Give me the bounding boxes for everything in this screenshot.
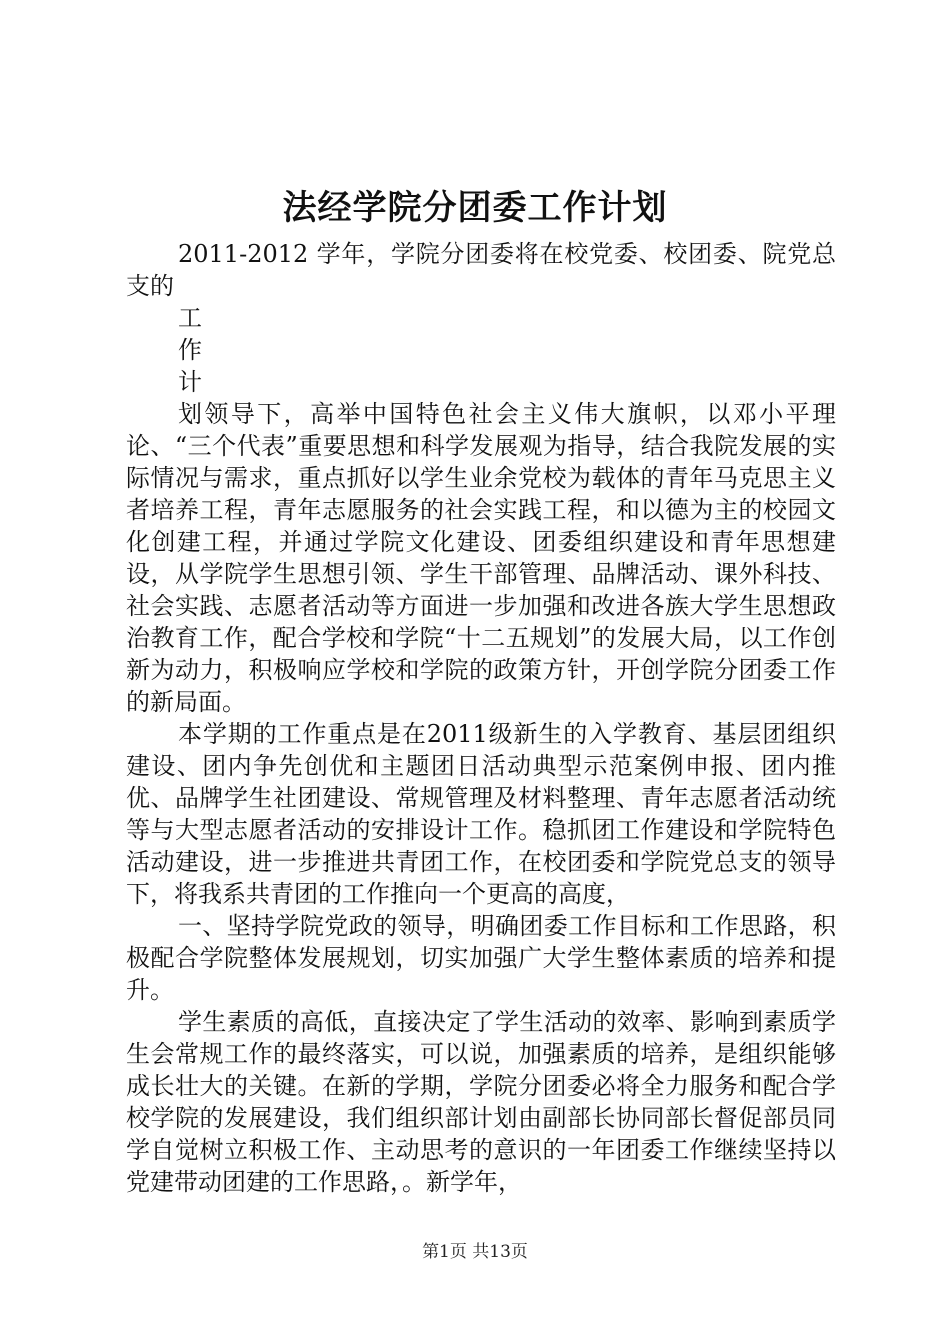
paragraph-intro-rest: 划领导下，高举中国特色社会主义伟大旗帜，以邓小平理论、“三个代表”重要思想和科学发展观为指导，结合我院发展的实际情况与需求，重点抓好以学生业余党校为载体的青年马克思主义者培养工程，青年志愿服务的社会实践工程，和以德为主的校园文化创建工程，并通过学院文化建设、团委组织建设和青年思想建设，从学院学生思想引领、学生干部管理、品牌活动、课外科技、社会实践、志愿者活动等方面进一步加强和改进各族大学生思想政治教育工作，配合学校和学院“十二五规划”的发展大局，以工作创新为动力，积极响应学校和学院的政策方针，开创学院分团委工作的新局面。 xyxy=(126,400,836,716)
paragraph-quality: 学生素质的高低，直接决定了学生活动的效率、影响到素质学生会常规工作的最终落实，可以说，加强素质的培养，是组织能够成长壮大的关键。在新的学期，学院分团委必将全力服务和配合学校学院的发展建设，我们组织部计划由副部长协同部长督促部员同学自觉树立积极工作、主动思考的意识的一年团委工作继续坚持以党建带动团建的工作思路，。新学年， xyxy=(126,1008,836,1196)
vertical-char: 计 xyxy=(178,368,202,396)
document-body xyxy=(126,238,836,1198)
paragraph-section-one: 一、坚持学院党政的领导，明确团委工作目标和工作思路，积极配合学院整体发展规划，切实加强广大学生整体素质的培养和提升。 xyxy=(126,912,836,1004)
vertical-char: 作 xyxy=(178,336,202,364)
document-title: 法经学院分团委工作计划 xyxy=(282,188,668,228)
paragraph-focus: 本学期的工作重点是在2011级新生的入学教育、基层团组织建设、团内争先创优和主题团日活动典型示范案例申报、团内推优、品牌学生社团建设、常规管理及材料整理、青年志愿者活动统等与大型志愿者活动的安排设计工作。稳抓团工作建设和学院特色活动建设，进一步推进共青团工作，在校团委和学院党总支的领导下，将我系共青团的工作推向一个更高的高度， xyxy=(126,720,836,908)
page-footer: 第1页 共13页 xyxy=(422,1242,528,1262)
paragraph-intro-line: 2011-2012 学年，学院分团委将在校党委、校团委、院党总支的 xyxy=(126,240,836,300)
vertical-char: 工 xyxy=(178,304,202,332)
